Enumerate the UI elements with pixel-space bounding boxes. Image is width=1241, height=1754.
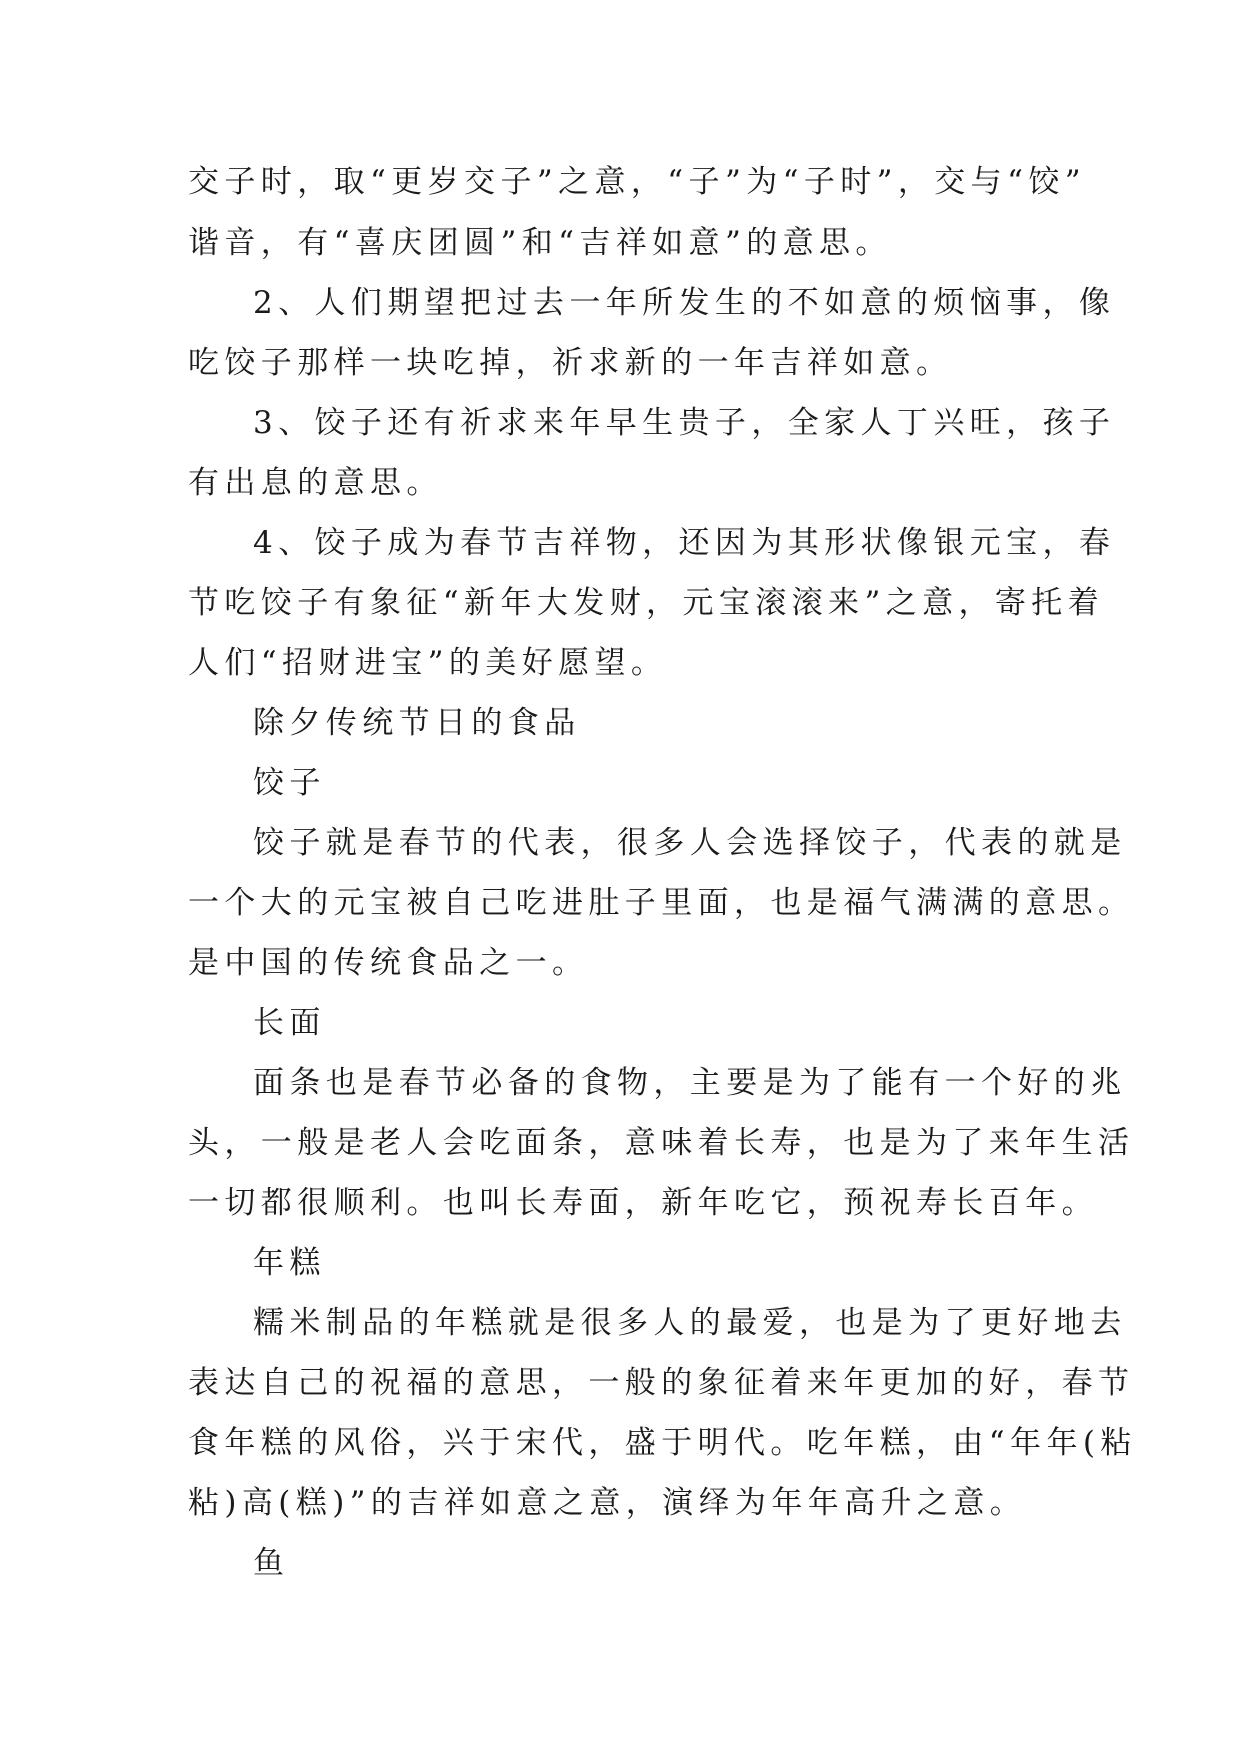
paragraph-line: 有出息的意思。 — [188, 465, 443, 501]
paragraph-line: 交子时，取“更岁交子”之意，“子”为“子时”，交与“饺” — [188, 164, 1086, 200]
paragraph-line: 2、人们期望把过去一年所发生的不如意的烦恼事，像 — [253, 285, 1116, 321]
paragraph-line: 饺子就是春节的代表，很多人会选择饺子，代表的就是 — [253, 825, 1127, 861]
paragraph-line: 3、饺子还有祈求来年早生贵子，全家人丁兴旺，孩子 — [253, 405, 1116, 441]
section-heading: 除夕传统节日的食品 — [253, 705, 581, 741]
paragraph-line: 谐音，有“喜庆团圆”和“吉祥如意”的意思。 — [188, 225, 892, 261]
paragraph-line: 吃饺子那样一块吃掉，祈求新的一年吉祥如意。 — [188, 345, 953, 381]
paragraph-line: 粘)高(糕)”的吉祥如意之意，演绎为年年高升之意。 — [188, 1485, 1027, 1521]
paragraph-line: 人们“招财进宝”的美好愿望。 — [188, 645, 668, 681]
paragraph-line: 糯米制品的年糕就是很多人的最爱，也是为了更好地去 — [253, 1305, 1127, 1341]
paragraph-line: 4、饺子成为春节吉祥物，还因为其形状像银元宝，春 — [253, 525, 1116, 561]
item-heading: 年糕 — [253, 1245, 326, 1281]
paragraph-line: 头，一般是老人会吃面条，意味着长寿，也是为了来年生活 — [188, 1125, 1135, 1161]
item-heading: 鱼 — [253, 1545, 290, 1581]
paragraph-line: 一切都很顺利。也叫长寿面，新年吃它，预祝寿长百年。 — [188, 1185, 1098, 1221]
item-heading: 饺子 — [253, 765, 326, 801]
paragraph-line: 一个大的元宝被自己吃进肚子里面，也是福气满满的意思。 — [188, 885, 1135, 921]
paragraph-line: 节吃饺子有象征“新年大发财，元宝滚滚来”之意，寄托着 — [188, 585, 1105, 621]
item-heading: 长面 — [253, 1005, 326, 1041]
paragraph-line: 食年糕的风俗，兴于宋代，盛于明代。吃年糕，由“年年(粘 — [188, 1425, 1137, 1461]
paragraph-line: 面条也是春节必备的食物，主要是为了能有一个好的兆 — [253, 1065, 1127, 1101]
paragraph-line: 表达自己的祝福的意思，一般的象征着来年更加的好，春节 — [188, 1365, 1135, 1401]
paragraph-line: 是中国的传统食品之一。 — [188, 945, 589, 981]
